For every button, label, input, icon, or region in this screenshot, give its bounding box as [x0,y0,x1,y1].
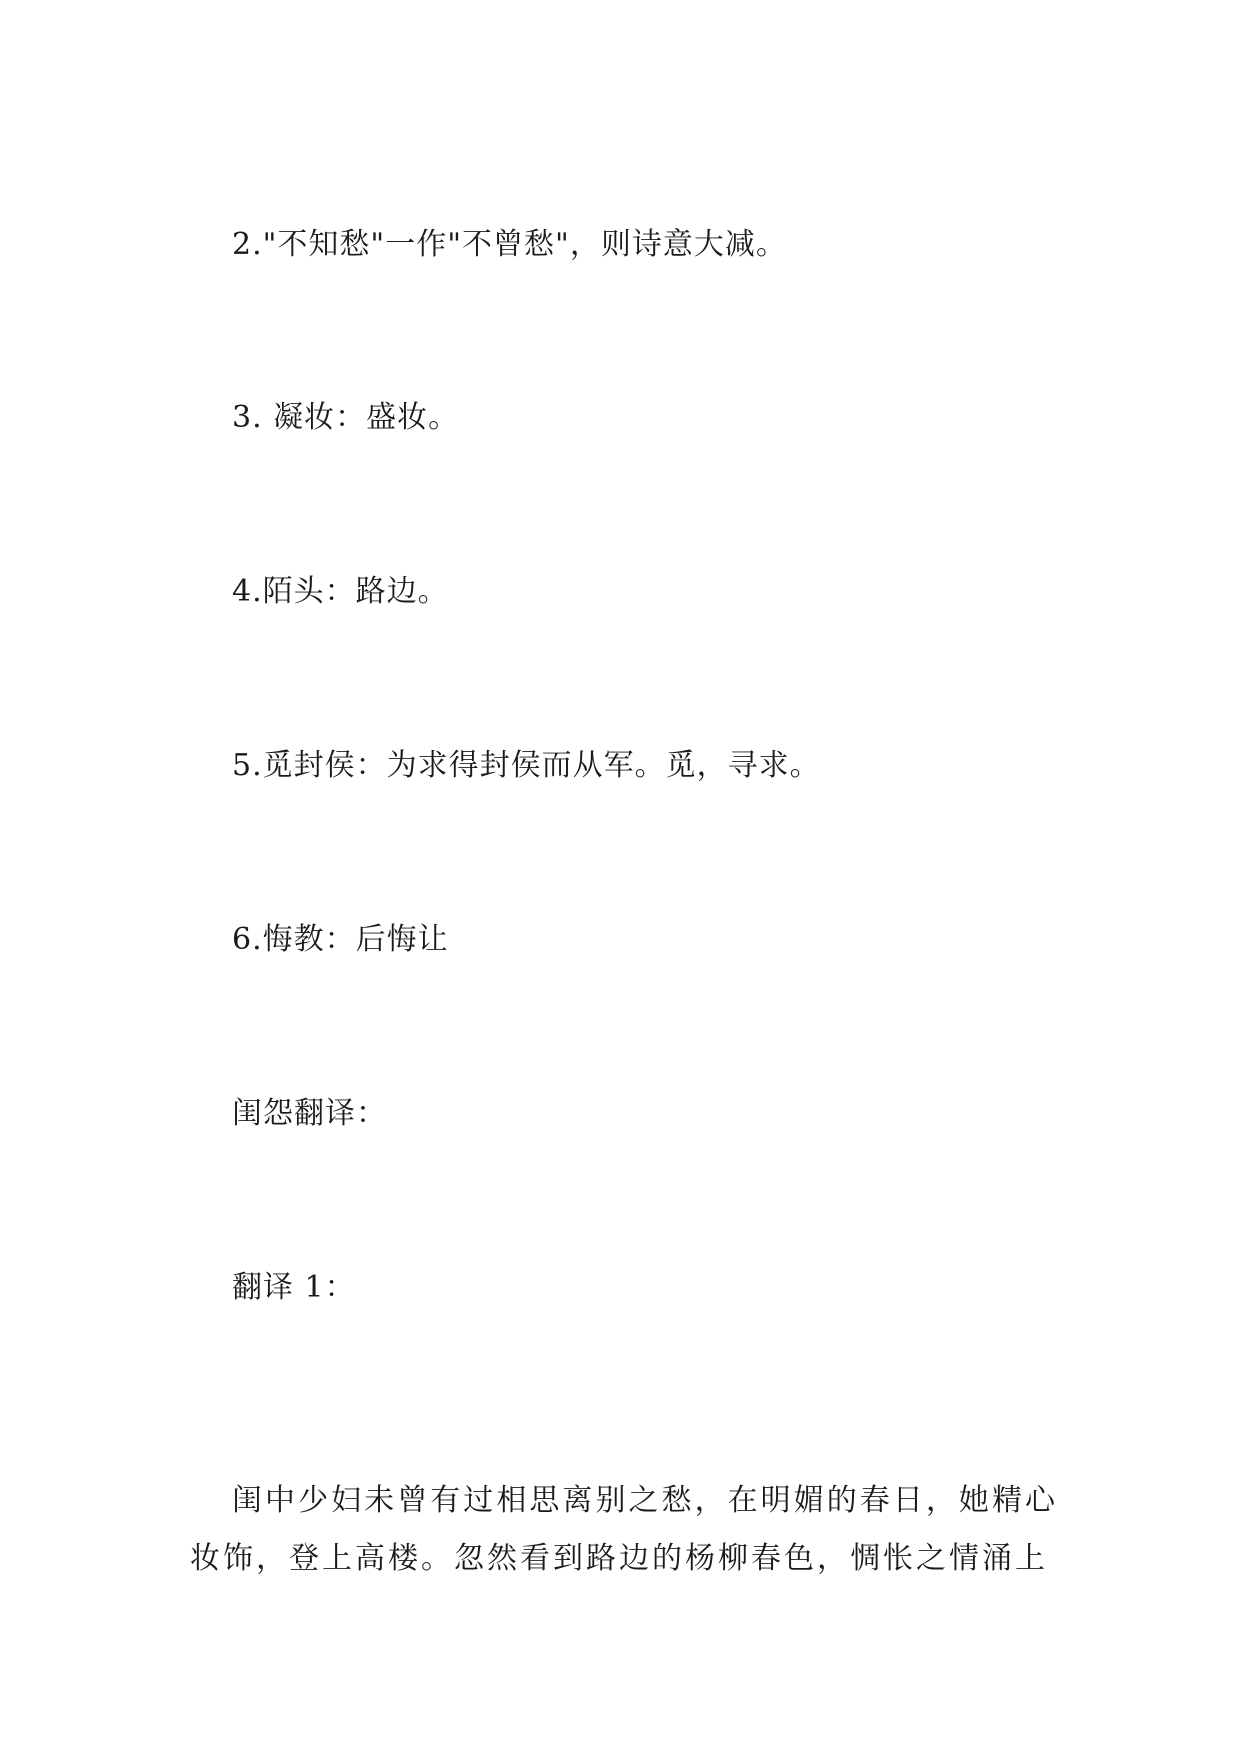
note-5: 5.觅封侯：为求得封侯而从军。觅，寻求。 [232,748,821,783]
translation-heading: 翻译 1： [232,1270,356,1305]
note-4: 4.陌头：路边。 [232,574,449,609]
note-6: 6.悔教：后悔让 [232,922,449,957]
section-heading: 闺怨翻译： [232,1096,387,1131]
note-3: 3. 凝妆：盛妆。 [232,400,460,435]
translation-paragraph: 闺中少妇未曾有过相思离别之愁，在明媚的春日，她精心妆饰，登上高楼。忽然看到路边的杨柳春色，惆怅之情涌上 [190,1483,1058,1576]
note-2: 2."不知愁"一作"不曾愁"，则诗意大减。 [232,227,787,262]
